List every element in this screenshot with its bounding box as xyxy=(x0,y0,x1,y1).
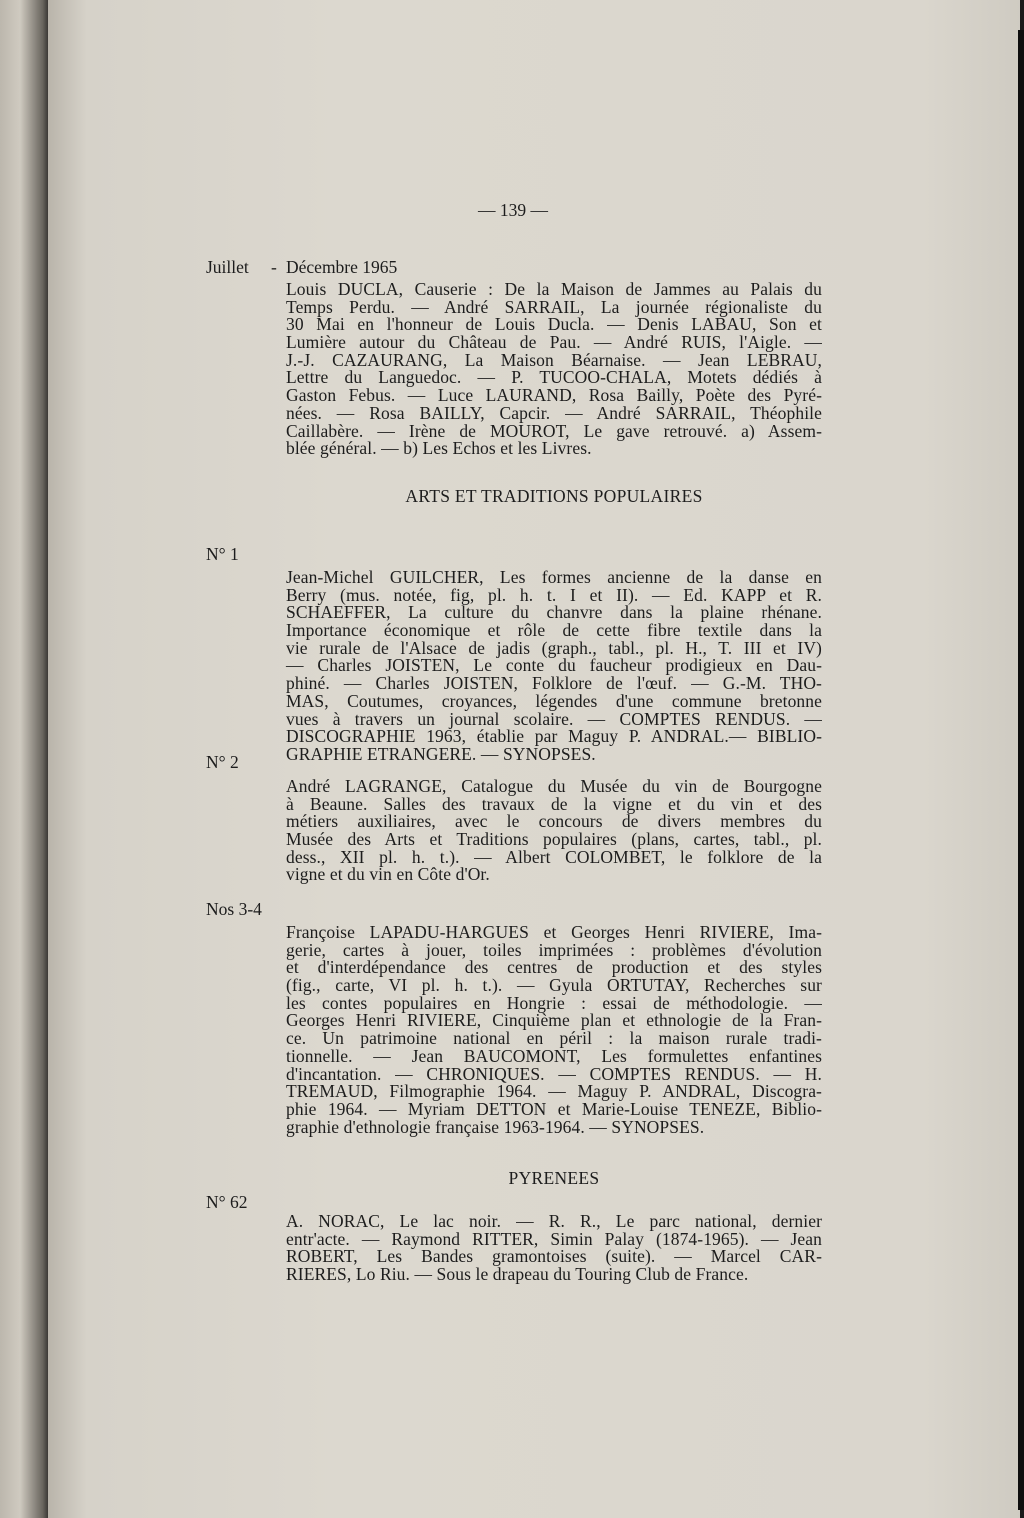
text-line: SCHAEFFER, La culture du chanvre dans la plaine rhénane. xyxy=(286,602,822,623)
text-line: Caillabère. — Irène de MOUROT, Le gave retrouvé. a) Assem- xyxy=(286,420,822,441)
text-line: graphie d'ethnologie française 1963-1964. — SYNOPSES. xyxy=(286,1116,705,1137)
heading-arts-traditions: ARTS ET TRADITIONS POPULAIRES xyxy=(405,486,703,506)
text-line: (fig., carte, VI pl. h. t.). — Gyula ORTUTAY, Recherches sur xyxy=(286,975,822,996)
text-line: à Beaune. Salles des travaux de la vigne et du vin et des xyxy=(286,793,822,814)
text-line: tionnelle. — Jean BAUCOMONT, Les formulettes enfantines xyxy=(286,1045,822,1066)
text-line: RIERES, Lo Riu. — Sous le drapeau du Touring Club de France. xyxy=(286,1264,749,1285)
text-line: Importance économique et rôle de cette fibre textile dans la xyxy=(286,620,822,641)
text-line: métiers auxiliaires, avec le concours de divers membres du xyxy=(286,811,822,832)
text-line: Berry (mus. notée, fig, pl. h. t. I et II). — Ed. KAPP et R. xyxy=(286,584,822,605)
text-line: gerie, cartes à jouer, toiles imprimées : problèmes d'évolution xyxy=(286,939,822,960)
text-line: Musée des Arts et Traditions populaires (plans, cartes, tabl., pl. xyxy=(286,829,822,850)
period-label: Juillet xyxy=(206,257,249,277)
text-line: vie rurale de l'Alsace de jadis (graph., tabl., pl. H., T. III et IV) xyxy=(286,637,822,658)
text-line: Françoise LAPADU-HARGUES et Georges Henri RIVIERE, Ima- xyxy=(286,922,822,942)
text-line: J.-J. CAZAURANG, La Maison Béarnaise. — Jean LEBRAU, xyxy=(286,349,822,370)
text-line: Lettre du Languedoc. — P. TUCOO-CHALA, Motets dédiés à xyxy=(286,367,822,388)
issue-number: N° 62 xyxy=(206,1192,248,1212)
text-line: nées. — Rosa BAILLY, Capcir. — André SARRAIL, Théophile xyxy=(286,402,822,423)
text-line: ROBERT, Les Bandes gramontoises (suite). — Marcel CAR- xyxy=(286,1246,822,1267)
text-line: phiné. — Charles JOISTEN, Folklore de l'œuf. — G.-M. THO- xyxy=(286,673,822,694)
issue-number: N° 2 xyxy=(206,752,239,772)
scan-border xyxy=(1018,30,1024,1510)
text-line: les contes populaires en Hongrie : essai de méthodologie. — xyxy=(286,992,822,1013)
text-line: Temps Perdu. — André SARRAIL, La journée régionaliste du xyxy=(286,296,822,317)
text-line: GRAPHIE ETRANGERE. — SYNOPSES. xyxy=(286,743,596,764)
paragraph-juillet xyxy=(286,281,822,458)
text-line: vues à travers un journal scolaire. — COMPTES RENDUS. — xyxy=(286,708,822,729)
text-line: dess., XII pl. h. t.). — Albert COLOMBET, le folklore de la xyxy=(286,846,822,867)
paragraph-issue-3-4 xyxy=(286,924,822,1136)
text-line: d'incantation. — CHRONIQUES. — COMPTES RENDUS. — H. xyxy=(286,1063,822,1084)
text-line: entr'acte. — Raymond RITTER, Simin Palay (1874-1965). — Jean xyxy=(286,1228,822,1249)
text-line: Gaston Febus. — Luce LAURAND, Rosa Bailly, Poète des Pyré- xyxy=(286,385,822,406)
text-line: vigne et du vin en Côte d'Or. xyxy=(286,864,490,885)
text-line: MAS, Coutumes, croyances, légendes d'une commune bretonne xyxy=(286,690,822,711)
text-line: blée général. — b) Les Echos et les Livres. xyxy=(286,438,592,459)
page-number: — 139 — xyxy=(478,200,548,220)
facing-page-edge xyxy=(0,0,50,1518)
text-line: A. NORAC, Le lac noir. — R. R., Le parc national, dernier xyxy=(286,1211,822,1231)
period-value: Décembre 1965 xyxy=(286,257,398,277)
text-line: DISCOGRAPHIE 1963, établie par Maguy P. ANDRAL.— BIBLIO- xyxy=(286,726,822,747)
text-line: — Charles JOISTEN, Le conte du faucheur prodigieux en Dau- xyxy=(286,655,822,676)
text-line: TREMAUD, Filmographie 1964. — Maguy P. ANDRAL, Discogra- xyxy=(286,1081,822,1102)
text-line: Louis DUCLA, Causerie : De la Maison de Jammes au Palais du xyxy=(286,279,822,299)
text-line: André LAGRANGE, Catalogue du Musée du vin de Bourgogne xyxy=(286,776,822,796)
text-line: phie 1964. — Myriam DETTON et Marie-Louise TENEZE, Biblio- xyxy=(286,1098,822,1119)
issue-number: Nos 3-4 xyxy=(206,899,262,919)
text-line: ce. Un patrimoine national en péril : la maison rurale tradi- xyxy=(286,1028,822,1049)
paragraph-issue-62 xyxy=(286,1213,822,1284)
text-line: 30 Mai en l'honneur de Louis Ducla. — Denis LABAU, Son et xyxy=(286,314,822,335)
text-line: et d'interdépendance des centres de production et des styles xyxy=(286,957,822,978)
paragraph-issue-2 xyxy=(286,778,822,884)
paragraph-issue-1 xyxy=(286,569,822,764)
text-line: Lumière autour du Château de Pau. — André RUIS, l'Aigle. — xyxy=(286,332,822,353)
text-line: Jean-Michel GUILCHER, Les formes ancienne de la danse en xyxy=(286,567,822,587)
period-separator: - xyxy=(271,257,277,277)
issue-number: N° 1 xyxy=(206,544,239,564)
heading-pyrenees: PYRENEES xyxy=(508,1168,600,1188)
text-line: Georges Henri RIVIERE, Cinquième plan et ethnologie de la Fran- xyxy=(286,1010,822,1031)
